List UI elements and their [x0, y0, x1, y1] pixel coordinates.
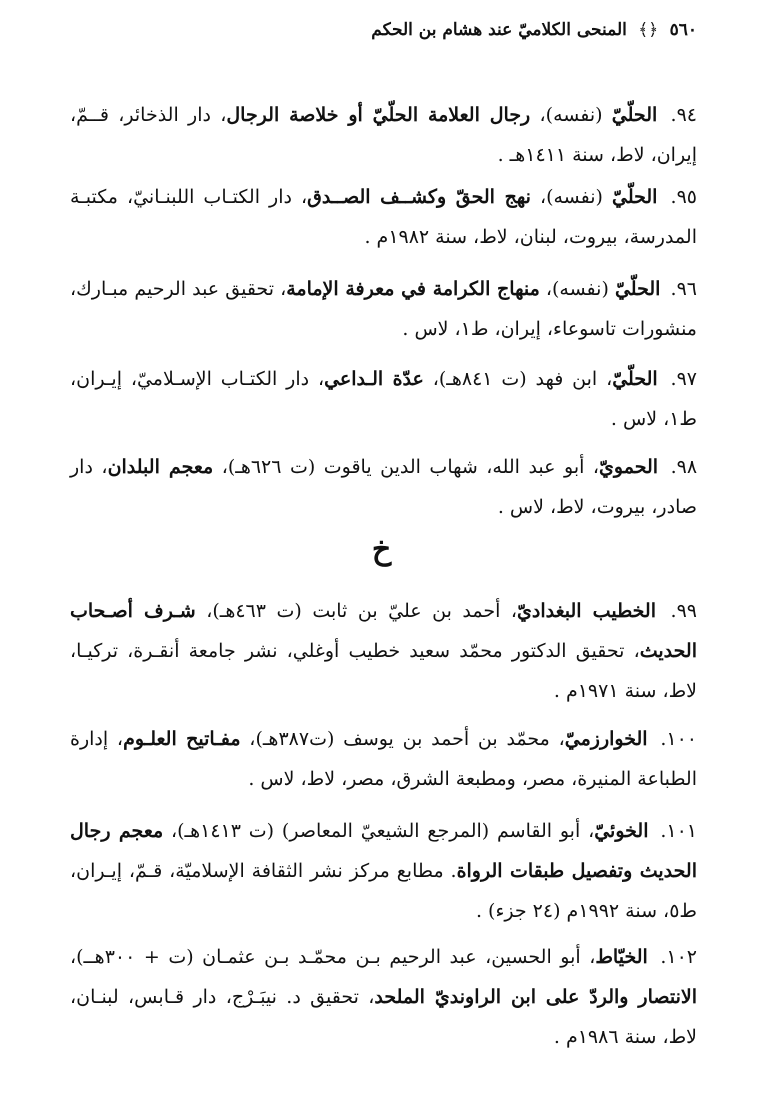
entry-publication: . مطابع مركز نشر الثقافة الإسلاميّة، قـمّ، إيـران، ط٥، سنة ١٩٩٢م (٢٤ جزء) .	[70, 860, 697, 922]
entry-publication: ، دار صادر، بيروت، لاط، لاس .	[70, 456, 697, 518]
entry-work-title: نهج الحقّ وكشــف الصــدق	[307, 186, 531, 208]
bibliography-entry	[70, 447, 697, 527]
entry-number: ١٠٢.	[660, 946, 697, 968]
entry-publication: ، دار الكتـاب الإسـلاميّ، إيـران، ط١، لاس .	[70, 368, 697, 430]
entry-text: ، أبو القاسم (المرجع الشيعيّ المعاصر) (ت ١٤١٣هـ)،	[163, 820, 595, 842]
entry-number: ٩٩.	[670, 600, 697, 622]
entry-text: (نفسه)،	[530, 104, 612, 126]
entry-work-title: عدّة الـداعي	[324, 368, 424, 390]
entry-author: الخوئيّ	[594, 820, 649, 842]
entry-author: الحلّيّ	[612, 186, 658, 208]
entry-work-title: منهاج الكرامة في معرفة الإمامة	[286, 278, 540, 300]
entry-publication: ، تحقيق عبد الرحيم مبـارك، منشورات تاسوعاء، إيران، ط١، لاس .	[70, 278, 697, 340]
entry-publication: ، تحقيق الدكتور محمّد سعيد خطيب أوغلي، نشر جامعة أنقـرة، تركيـا، لاط، سنة ١٩٧١م .	[70, 640, 697, 702]
running-title: المنحى الكلاميّ عند هشام بن الحكم	[371, 20, 627, 40]
entry-text: ، محمّد بن أحمد بن يوسف (ت٣٨٧هـ)،	[240, 728, 565, 750]
entry-work-title: شـرف أصـحاب الحديث	[70, 600, 697, 662]
entry-number: ٩٤.	[670, 104, 698, 126]
entry-author: الحلّيّ	[614, 278, 661, 300]
bibliography-entry	[70, 177, 697, 257]
ornament-icon: ﴿﴾	[638, 20, 659, 40]
entry-number: ٩٦.	[670, 278, 698, 300]
entry-number: ١٠٠.	[660, 728, 698, 750]
entry-author: الحمويّ	[599, 456, 659, 478]
entry-text: (نفسه)،	[530, 186, 612, 208]
entry-publication: ، إدارة الطباعة المنيرة، مصر، ومطبعة الشرق، مصر، لاط، لاس .	[70, 728, 697, 790]
entry-number: ٩٥.	[670, 186, 697, 208]
entry-text: (نفسه)،	[539, 278, 615, 300]
entry-number: ١٠١.	[660, 820, 697, 842]
bibliography-entry	[70, 591, 697, 711]
entry-author: الخيّاط	[595, 946, 648, 968]
entry-author: الخطيب البغداديّ	[517, 600, 656, 622]
bibliography-entry	[70, 811, 697, 931]
entry-author: الحلّيّ	[611, 104, 658, 126]
entry-publication: ، دار الذخائر، قــمّ، إيران، لاط، سنة ١٤١١هـ .	[70, 104, 697, 166]
entry-author: الخوارزميّ	[564, 728, 648, 750]
section-heading: خ	[371, 532, 392, 567]
bibliography-entry	[70, 359, 697, 439]
page-number: ٥٦٠	[669, 20, 697, 40]
entry-work-title: معجم رجال الحديث وتفصيل طبقات الرواة	[70, 820, 697, 882]
bibliography-entry	[70, 95, 697, 175]
entry-text: ، أبو الحسين، عبد الرحيم بـن محمّـد بـن عثمـان (ت + ٣٠٠هــ)،	[70, 946, 596, 968]
entry-publication: ، تحقيق د. نيبَـرْج، دار قـابس، لبنـان، لاط، سنة ١٩٨٦م .	[70, 986, 697, 1048]
running-header	[70, 14, 697, 46]
entry-work-title: معجم البلدان	[107, 456, 214, 478]
entry-work-title: مفـاتيح العلـوم	[123, 728, 241, 750]
entry-number: ٩٧.	[670, 368, 697, 390]
bibliography-entry	[70, 937, 697, 1057]
entry-number: ٩٨.	[670, 456, 698, 478]
entry-author: الحلّيّ	[612, 368, 658, 390]
entry-publication: ، دار الكتـاب اللبنـانيّ، مكتبـة المدرسة، بيروت، لبنان، لاط، سنة ١٩٨٢م .	[70, 186, 697, 248]
bibliography-entry	[70, 269, 697, 349]
entry-work-title: الانتصار والردّ على ابن الراونديّ الملحد	[374, 986, 697, 1008]
entry-work-title: رجال العلامة الحلّيّ أو خلاصة الرجال	[226, 104, 531, 126]
bibliography-entry	[70, 719, 697, 799]
entry-text: ، أبو عبد الله، شهاب الدين ياقوت (ت ٦٢٦هـ)،	[213, 456, 600, 478]
entry-text: ، أحمد بن عليّ بن ثابت (ت ٤٦٣هـ)،	[195, 600, 518, 622]
entry-text: ، ابن فهد (ت ٨٤١هـ)،	[423, 368, 613, 390]
